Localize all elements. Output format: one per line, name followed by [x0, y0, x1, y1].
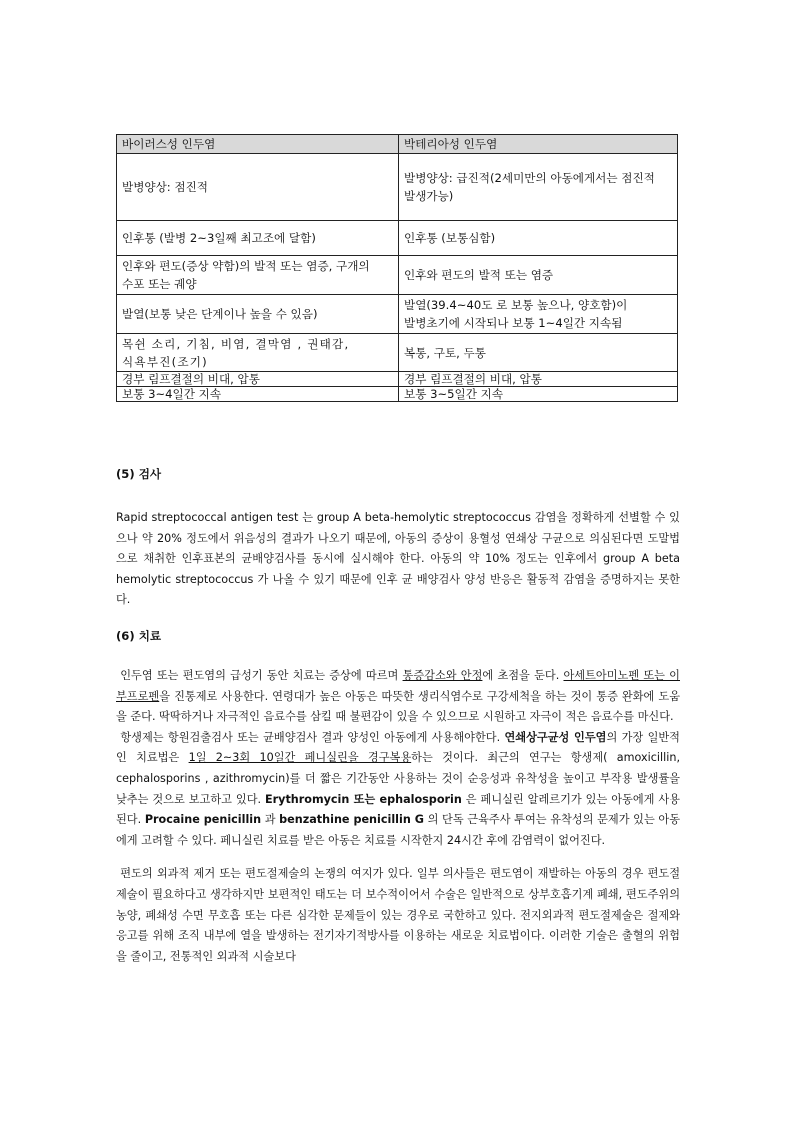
- bold-text: 연쇄상구균성 인두염: [504, 730, 607, 744]
- section-heading-test: (5) 검사: [116, 467, 162, 481]
- pharyngitis-comparison-table: [116, 134, 678, 402]
- table-row: [117, 295, 678, 334]
- table-row: [117, 387, 678, 402]
- bold-text: Procaine penicillin: [144, 813, 262, 827]
- header-bacterial: 박테리아성 인두염: [399, 135, 678, 154]
- header-viral: 바이러스성 인두염: [117, 135, 399, 154]
- paragraph: Rapid streptococcal antigen test 는 group A beta-hemolytic streptococcus 감염을 정확하게 선별할 수 있으나 약 20% 정도에서 위음성의 결과가 나오기 때문에, 아동의 증상이 용혈성 연쇄상 구균으로 의심된다면 도말법으로 채취한 인후표본의 균배양검사를 동시에 실시해야 한다. 아동의 약 10% 정도는 인후에서 group A beta hemolytic streptococcus 가 나올 수 있기 때문에 인후 균 배양검사 양성 반응은 활동적 감염을 증명하지는 못한다.: [116, 511, 680, 607]
- underlined-text: 아세트아미노펜 또는 이부프로펜: [116, 669, 680, 703]
- bold-text: Erythromycin 또는 ephalosporin: [265, 792, 462, 806]
- table-row: [117, 154, 678, 221]
- table-cell: 인후통 (발병 2~3일째 최고조에 달함): [117, 221, 399, 256]
- table-cell: 발병양상: 급진적(2세미만의 아동에게서는 점진적 발생가능): [399, 154, 678, 221]
- text-run: 편도의 외과적 제거 또는 편도절제술의 논쟁의 여지가 있다. 일부 의사들은 편도염이 재발하는 아동의 경우 편도절제술이 필요하다고 생각하지만 보편적인 태도는 더 보수적이어서 수술은 일반적으로 상부호흡기계 폐쇄, 편도주위의 농양, 폐쇄성 수면 무호흡 또는 다른 심각한 문제들이 있는 경우로 국한하고 있다. 전지외과적 편도절제술은 절제와 응고를 위해 조직 내부에 열을 발생하는 전기자기적방사를 이용하는 새로운 치료법이다. 이러한 기술은 출혈의 위험을 줄이고, 전통적인 외과적 시술보다: [116, 867, 680, 963]
- text-run: 의 단독 근육주사 투여는 유착성의 문제가 있는 아동에게 고려할 수 있다. 페니실린 치료를 받은 아동은 치료를 시작한지 24시간 후에 감염력이 없어진다.: [116, 813, 681, 847]
- underlined-text: 1일 2~3회 10일간 페니실린을 경구복용: [188, 751, 412, 765]
- table-cell: 복통, 구토, 두통: [399, 334, 678, 372]
- text-run: 의 가장 일반적인 치료법은: [116, 730, 680, 765]
- section-test-paragraph: [116, 508, 680, 611]
- table-cell: 보통 3~4일간 지속: [117, 387, 399, 402]
- table-header-row: [117, 135, 678, 154]
- table-cell: 발열(39.4~40도 로 보통 높으나, 양호함)이 발병초기에 시작되나 보통 1~4일간 지속됨: [399, 295, 678, 334]
- table-row: [117, 372, 678, 387]
- table-row: [117, 334, 678, 372]
- table-row: [117, 256, 678, 295]
- table-cell: 인후통 (보통심함): [399, 221, 678, 256]
- paragraph: [116, 864, 680, 967]
- text-run: 하는 것이다. 최근의 연구는 항생제( amoxicillin, cephalosporins , azithromycin)를 더 짧은 기간동안 사용하는 것이 순응성과 유착성을 높이고 부작용 발생률을 낮추는 것으로 보고하고 있다.: [116, 751, 680, 806]
- table-cell: 목쉰 소리, 기침, 비염, 결막염 , 권태감, 식욕부진(조기): [117, 334, 399, 372]
- bold-text: benzathine penicillin G: [279, 813, 424, 827]
- table-cell: 인후와 편도의 발적 또는 염증: [399, 256, 678, 295]
- text-run: 에 초점을 둔다.: [482, 669, 564, 682]
- text-run: 과: [261, 813, 280, 827]
- text-run: 인두염 또는 편도염의 급성기 동안 치료는 증상에 따르며: [120, 669, 403, 682]
- paragraph: [116, 666, 680, 728]
- table-row: [117, 221, 678, 256]
- table-cell: 경부 림프결절의 비대, 압통: [399, 372, 678, 387]
- table-cell: 경부 림프결절의 비대, 압통: [117, 372, 399, 387]
- text-run: 은 페니실린 알레르기가 있는 아동에게 사용된다.: [116, 792, 680, 827]
- text-run: 을 진통제로 사용한다. 연령대가 높은 아동은 따뜻한 생리식염수로 구강세척을 하는 것이 통증 완화에 도움을 준다. 딱딱하거나 자극적인 음료수를 삼킬 때 불편감이 있을 수 있으므로 시원하고 자극이 적은 음료수를 마신다.: [116, 689, 680, 724]
- table-cell: 발병양상: 점진적: [117, 154, 399, 221]
- underlined-text: 통증감소와 안정: [402, 669, 483, 682]
- text-run: 항생제는 항원검출검사 또는 균배양검사 결과 양성인 아동에게 사용해야한다.: [120, 730, 505, 744]
- paragraph: [116, 728, 680, 852]
- section-treatment-body: [116, 666, 680, 967]
- table-cell: 발열(보통 낮은 단계이나 높을 수 있음): [117, 295, 399, 334]
- section-heading-treatment: (6) 치료: [116, 629, 162, 643]
- table-cell: 인후와 편도(증상 약함)의 발적 또는 염증, 구개의 수포 또는 궤양: [117, 256, 399, 295]
- table-cell: 보통 3~5일간 지속: [399, 387, 678, 402]
